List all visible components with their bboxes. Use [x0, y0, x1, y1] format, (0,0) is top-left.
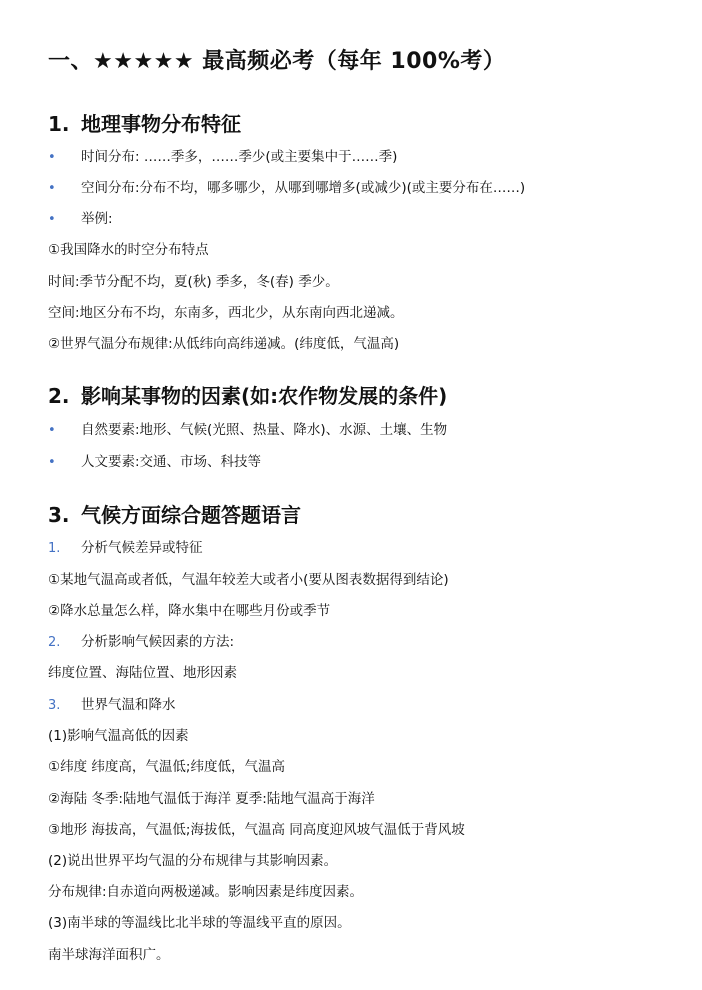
section-number: 2.: [48, 384, 70, 408]
list-item-text: 举例:: [81, 211, 113, 227]
text-line: ③地形 海拔高，气温低;海拔低，气温高 同高度迎风坡气温低于背风坡: [48, 822, 465, 838]
text-line: (2)说出世界平均气温的分布规律与其影响因素。: [48, 853, 338, 869]
page-title: 一、★★★★★ 最高频必考（每年 100%考）: [48, 49, 506, 74]
list-item-text: 时间分布: ……季多，……季少(或主要集中于……季): [81, 149, 398, 165]
list-item: [48, 148, 397, 167]
bullet-marker: •: [48, 455, 56, 470]
text-line: ②海陆 冬季:陆地气温低于海洋 夏季:陆地气温高于海洋: [48, 791, 375, 807]
bullet-marker: •: [48, 150, 56, 165]
list-item: [48, 453, 261, 472]
text-line: (1)影响气温高低的因素: [48, 728, 189, 744]
numbered-item-marker: 3.: [48, 698, 61, 713]
numbered-item-text: 世界气温和降水: [81, 697, 176, 713]
list-item: [48, 421, 447, 440]
text-line: 分布规律:自赤道向两极递减。影响因素是纬度因素。: [48, 884, 364, 900]
text-line: ①我国降水的时空分布特点: [48, 242, 209, 258]
numbered-item: [48, 696, 176, 715]
section-3-heading: [48, 499, 301, 528]
section-title: 气候方面综合题答题语言: [81, 503, 301, 527]
numbered-item-text: 分析影响气候因素的方法:: [81, 634, 235, 650]
numbered-item-marker: 1.: [48, 541, 61, 556]
numbered-item-text: 分析气候差异或特征: [81, 540, 203, 556]
text-line: 空间:地区分布不均，东南多，西北少，从东南向西北递减。: [48, 305, 404, 321]
list-item-text: 自然要素:地形、气候(光照、热量、降水)、水源、土壤、生物: [81, 422, 448, 438]
text-line: 纬度位置、海陆位置、地形因素: [48, 665, 237, 681]
section-title: 地理事物分布特征: [81, 112, 241, 136]
text-line: ①纬度 纬度高，气温低;纬度低，气温高: [48, 759, 285, 775]
section-title: 影响某事物的因素(如:农作物发展的条件): [81, 384, 448, 408]
text-line: ②世界气温分布规律:从低纬向高纬递减。(纬度低，气温高): [48, 336, 400, 352]
section-number: 1.: [48, 112, 70, 136]
list-item-text: 人文要素:交通、市场、科技等: [81, 454, 262, 470]
list-item: [48, 210, 113, 229]
numbered-item: [48, 539, 203, 558]
text-line: ②降水总量怎么样，降水集中在哪些月份或季节: [48, 603, 331, 619]
text-line: (3)南半球的等温线比北半球的等温线平直的原因。: [48, 915, 351, 931]
numbered-item: [48, 633, 234, 652]
text-line: 南半球海洋面积广。: [48, 947, 170, 963]
section-1-heading: [48, 108, 241, 137]
text-line: ①某地气温高或者低，气温年较差大或者小(要从图表数据得到结论): [48, 572, 449, 588]
text-line: 时间:季节分配不均，夏(秋) 季多，冬(春) 季少。: [48, 274, 339, 290]
bullet-marker: •: [48, 212, 56, 227]
bullet-marker: •: [48, 181, 56, 196]
list-item-text: 空间分布:分布不均，哪多哪少，从哪到哪增多(或减少)(或主要分布在……): [81, 180, 526, 196]
section-2-heading: [48, 380, 447, 409]
section-number: 3.: [48, 503, 70, 527]
numbered-item-marker: 2.: [48, 635, 61, 650]
list-item: [48, 179, 525, 198]
bullet-marker: •: [48, 423, 56, 438]
